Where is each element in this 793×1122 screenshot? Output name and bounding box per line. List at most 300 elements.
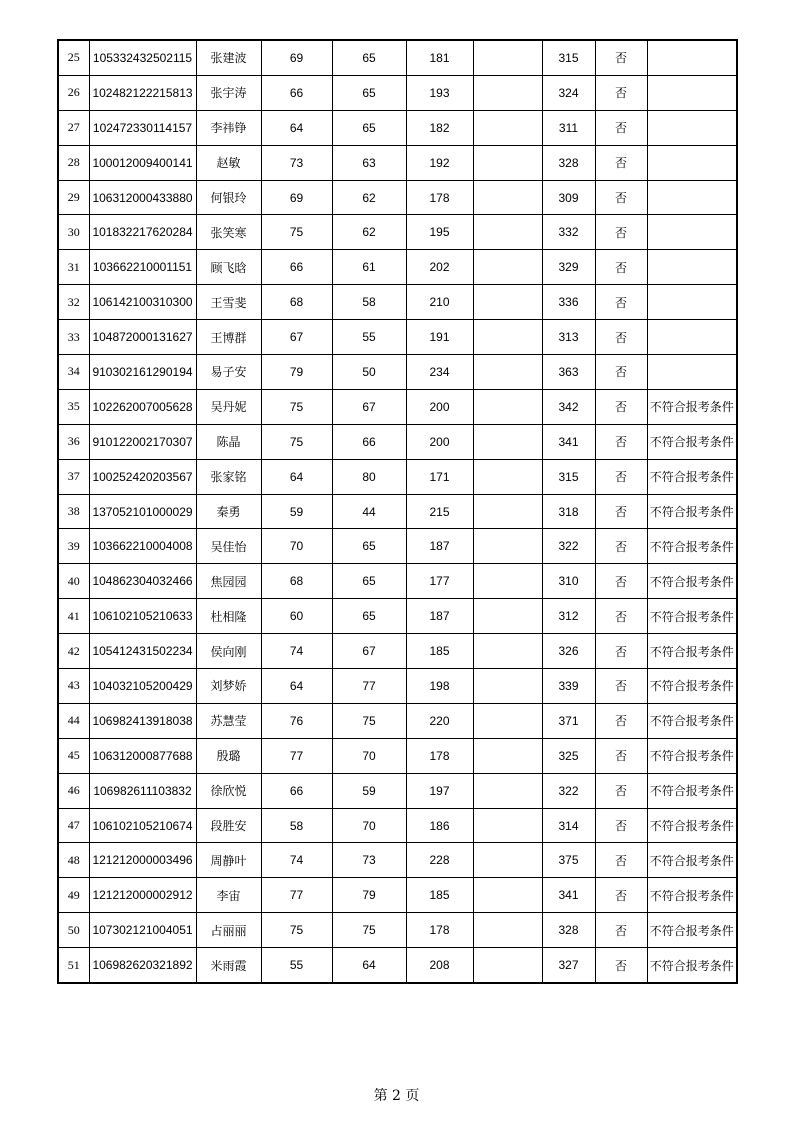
exam-id-cell: 103662210004008 [89, 529, 196, 564]
candidate-name-cell: 吴丹妮 [196, 389, 261, 424]
score-extra-cell [473, 145, 542, 180]
score-total-cell: 363 [542, 355, 595, 390]
score-extra-cell [473, 529, 542, 564]
candidate-name-cell: 张笑寒 [196, 215, 261, 250]
score-total-cell: 375 [542, 843, 595, 878]
table-row [58, 703, 737, 738]
score-total-cell: 371 [542, 703, 595, 738]
score-major-cell: 197 [406, 773, 473, 808]
candidate-name-cell: 殷璐 [196, 738, 261, 773]
candidate-name-cell: 米雨霞 [196, 948, 261, 983]
exam-id-cell: 106982413918038 [89, 703, 196, 738]
candidate-name-cell: 周静叶 [196, 843, 261, 878]
score-total-cell: 315 [542, 40, 595, 75]
score-politics-cell: 75 [261, 424, 332, 459]
row-index-cell: 38 [58, 494, 89, 529]
row-index-cell: 51 [58, 948, 89, 983]
table-row [58, 948, 737, 983]
table-row [58, 424, 737, 459]
remark-cell [647, 145, 737, 180]
score-total-cell: 309 [542, 180, 595, 215]
row-index-cell: 45 [58, 738, 89, 773]
score-politics-cell: 74 [261, 843, 332, 878]
score-major-cell: 192 [406, 145, 473, 180]
exam-id-cell: 121212000002912 [89, 878, 196, 913]
score-language-cell: 65 [332, 110, 406, 145]
row-index-cell: 49 [58, 878, 89, 913]
score-total-cell: 318 [542, 494, 595, 529]
exam-id-cell: 106142100310300 [89, 285, 196, 320]
exam-id-cell: 101832217620284 [89, 215, 196, 250]
score-extra-cell [473, 424, 542, 459]
score-politics-cell: 75 [261, 215, 332, 250]
remark-cell: 不符合报考条件 [647, 564, 737, 599]
candidate-name-cell: 张家铭 [196, 459, 261, 494]
score-language-cell: 65 [332, 529, 406, 564]
score-extra-cell [473, 494, 542, 529]
table-row [58, 634, 737, 669]
score-extra-cell [473, 389, 542, 424]
page-number: 第 2 页 [373, 1088, 420, 1104]
remark-cell: 不符合报考条件 [647, 494, 737, 529]
score-major-cell: 177 [406, 564, 473, 599]
exam-id-cell: 910122002170307 [89, 424, 196, 459]
score-major-cell: 187 [406, 599, 473, 634]
score-language-cell: 58 [332, 285, 406, 320]
score-language-cell: 61 [332, 250, 406, 285]
score-total-cell: 322 [542, 529, 595, 564]
score-total-cell: 326 [542, 634, 595, 669]
exam-id-cell: 106982611103832 [89, 773, 196, 808]
remark-cell: 不符合报考条件 [647, 878, 737, 913]
row-index-cell: 33 [58, 320, 89, 355]
table-row [58, 355, 737, 390]
exam-id-cell: 106982620321892 [89, 948, 196, 983]
candidate-name-cell: 杜相隆 [196, 599, 261, 634]
score-politics-cell: 79 [261, 355, 332, 390]
admitted-flag-cell: 否 [595, 703, 647, 738]
score-major-cell: 215 [406, 494, 473, 529]
admitted-flag-cell: 否 [595, 459, 647, 494]
admitted-flag-cell: 否 [595, 738, 647, 773]
row-index-cell: 30 [58, 215, 89, 250]
score-major-cell: 228 [406, 843, 473, 878]
candidate-name-cell: 李宙 [196, 878, 261, 913]
score-language-cell: 80 [332, 459, 406, 494]
score-major-cell: 220 [406, 703, 473, 738]
row-index-cell: 39 [58, 529, 89, 564]
table-row [58, 773, 737, 808]
score-total-cell: 339 [542, 669, 595, 704]
score-language-cell: 65 [332, 564, 406, 599]
candidate-name-cell: 顾飞晗 [196, 250, 261, 285]
admitted-flag-cell: 否 [595, 529, 647, 564]
score-language-cell: 55 [332, 320, 406, 355]
score-extra-cell [473, 250, 542, 285]
candidate-name-cell: 何银玲 [196, 180, 261, 215]
score-major-cell: 198 [406, 669, 473, 704]
score-politics-cell: 73 [261, 145, 332, 180]
exam-id-cell: 107302121004051 [89, 913, 196, 948]
score-politics-cell: 77 [261, 878, 332, 913]
score-extra-cell [473, 599, 542, 634]
score-total-cell: 328 [542, 145, 595, 180]
admitted-flag-cell: 否 [595, 948, 647, 983]
candidate-name-cell: 段胜安 [196, 808, 261, 843]
score-table [57, 39, 738, 984]
score-major-cell: 182 [406, 110, 473, 145]
score-extra-cell [473, 564, 542, 599]
score-major-cell: 193 [406, 75, 473, 110]
candidate-name-cell: 徐欣悦 [196, 773, 261, 808]
score-major-cell: 181 [406, 40, 473, 75]
row-index-cell: 47 [58, 808, 89, 843]
score-politics-cell: 59 [261, 494, 332, 529]
score-extra-cell [473, 459, 542, 494]
remark-cell [647, 355, 737, 390]
score-total-cell: 342 [542, 389, 595, 424]
score-politics-cell: 66 [261, 250, 332, 285]
exam-id-cell: 104862304032466 [89, 564, 196, 599]
score-politics-cell: 74 [261, 634, 332, 669]
score-language-cell: 59 [332, 773, 406, 808]
admitted-flag-cell: 否 [595, 180, 647, 215]
score-major-cell: 200 [406, 389, 473, 424]
score-major-cell: 178 [406, 180, 473, 215]
score-extra-cell [473, 843, 542, 878]
candidate-name-cell: 张宇涛 [196, 75, 261, 110]
admitted-flag-cell: 否 [595, 110, 647, 145]
candidate-name-cell: 李祎铮 [196, 110, 261, 145]
remark-cell: 不符合报考条件 [647, 424, 737, 459]
table-row [58, 599, 737, 634]
score-total-cell: 312 [542, 599, 595, 634]
table-row [58, 389, 737, 424]
admitted-flag-cell: 否 [595, 878, 647, 913]
score-politics-cell: 66 [261, 75, 332, 110]
score-major-cell: 191 [406, 320, 473, 355]
score-politics-cell: 70 [261, 529, 332, 564]
score-major-cell: 185 [406, 878, 473, 913]
remark-cell [647, 285, 737, 320]
score-total-cell: 311 [542, 110, 595, 145]
row-index-cell: 25 [58, 40, 89, 75]
admitted-flag-cell: 否 [595, 145, 647, 180]
candidate-name-cell: 陈晶 [196, 424, 261, 459]
row-index-cell: 26 [58, 75, 89, 110]
score-language-cell: 62 [332, 180, 406, 215]
candidate-name-cell: 刘梦娇 [196, 669, 261, 704]
score-major-cell: 200 [406, 424, 473, 459]
table-row [58, 145, 737, 180]
remark-cell [647, 215, 737, 250]
exam-id-cell: 102482122215813 [89, 75, 196, 110]
table-body [58, 40, 737, 983]
score-total-cell: 325 [542, 738, 595, 773]
score-extra-cell [473, 878, 542, 913]
score-language-cell: 44 [332, 494, 406, 529]
candidate-name-cell: 焦园园 [196, 564, 261, 599]
row-index-cell: 48 [58, 843, 89, 878]
table-row [58, 110, 737, 145]
score-major-cell: 202 [406, 250, 473, 285]
score-politics-cell: 55 [261, 948, 332, 983]
score-extra-cell [473, 808, 542, 843]
score-extra-cell [473, 948, 542, 983]
row-index-cell: 29 [58, 180, 89, 215]
score-total-cell: 328 [542, 913, 595, 948]
remark-cell: 不符合报考条件 [647, 843, 737, 878]
exam-id-cell: 121212000003496 [89, 843, 196, 878]
table-row [58, 75, 737, 110]
score-language-cell: 73 [332, 843, 406, 878]
score-extra-cell [473, 285, 542, 320]
row-index-cell: 40 [58, 564, 89, 599]
row-index-cell: 28 [58, 145, 89, 180]
score-language-cell: 65 [332, 75, 406, 110]
score-total-cell: 313 [542, 320, 595, 355]
admitted-flag-cell: 否 [595, 843, 647, 878]
table-row [58, 529, 737, 564]
score-extra-cell [473, 355, 542, 390]
score-major-cell: 210 [406, 285, 473, 320]
candidate-name-cell: 易子安 [196, 355, 261, 390]
score-total-cell: 341 [542, 424, 595, 459]
score-language-cell: 65 [332, 40, 406, 75]
remark-cell: 不符合报考条件 [647, 773, 737, 808]
admitted-flag-cell: 否 [595, 285, 647, 320]
score-politics-cell: 66 [261, 773, 332, 808]
table-row [58, 285, 737, 320]
candidate-name-cell: 占丽丽 [196, 913, 261, 948]
score-politics-cell: 75 [261, 389, 332, 424]
score-language-cell: 64 [332, 948, 406, 983]
row-index-cell: 42 [58, 634, 89, 669]
remark-cell [647, 180, 737, 215]
row-index-cell: 34 [58, 355, 89, 390]
candidate-name-cell: 赵敏 [196, 145, 261, 180]
admitted-flag-cell: 否 [595, 424, 647, 459]
score-total-cell: 341 [542, 878, 595, 913]
exam-id-cell: 102262007005628 [89, 389, 196, 424]
score-language-cell: 50 [332, 355, 406, 390]
row-index-cell: 50 [58, 913, 89, 948]
table-row [58, 250, 737, 285]
score-language-cell: 66 [332, 424, 406, 459]
row-index-cell: 36 [58, 424, 89, 459]
remark-cell: 不符合报考条件 [647, 529, 737, 564]
score-total-cell: 324 [542, 75, 595, 110]
score-major-cell: 178 [406, 738, 473, 773]
table-row [58, 564, 737, 599]
remark-cell: 不符合报考条件 [647, 389, 737, 424]
score-politics-cell: 64 [261, 669, 332, 704]
score-extra-cell [473, 75, 542, 110]
score-politics-cell: 76 [261, 703, 332, 738]
admitted-flag-cell: 否 [595, 808, 647, 843]
score-extra-cell [473, 180, 542, 215]
exam-id-cell: 106102105210674 [89, 808, 196, 843]
candidate-name-cell: 吴佳怡 [196, 529, 261, 564]
score-politics-cell: 58 [261, 808, 332, 843]
table-row [58, 738, 737, 773]
score-extra-cell [473, 40, 542, 75]
score-major-cell: 234 [406, 355, 473, 390]
remark-cell: 不符合报考条件 [647, 669, 737, 704]
row-index-cell: 43 [58, 669, 89, 704]
admitted-flag-cell: 否 [595, 250, 647, 285]
remark-cell: 不符合报考条件 [647, 913, 737, 948]
table-row [58, 878, 737, 913]
score-extra-cell [473, 110, 542, 145]
row-index-cell: 27 [58, 110, 89, 145]
candidate-name-cell: 侯向刚 [196, 634, 261, 669]
table-row [58, 494, 737, 529]
table-row [58, 808, 737, 843]
admitted-flag-cell: 否 [595, 40, 647, 75]
admitted-flag-cell: 否 [595, 389, 647, 424]
score-total-cell: 314 [542, 808, 595, 843]
remark-cell: 不符合报考条件 [647, 703, 737, 738]
score-politics-cell: 60 [261, 599, 332, 634]
row-index-cell: 31 [58, 250, 89, 285]
score-extra-cell [473, 669, 542, 704]
exam-id-cell: 102472330114157 [89, 110, 196, 145]
table-row [58, 843, 737, 878]
row-index-cell: 35 [58, 389, 89, 424]
exam-id-cell: 104872000131627 [89, 320, 196, 355]
score-major-cell: 208 [406, 948, 473, 983]
candidate-name-cell: 王雪斐 [196, 285, 261, 320]
score-language-cell: 67 [332, 389, 406, 424]
admitted-flag-cell: 否 [595, 355, 647, 390]
score-total-cell: 315 [542, 459, 595, 494]
score-politics-cell: 68 [261, 285, 332, 320]
table-row [58, 669, 737, 704]
admitted-flag-cell: 否 [595, 773, 647, 808]
score-politics-cell: 68 [261, 564, 332, 599]
score-major-cell: 178 [406, 913, 473, 948]
row-index-cell: 32 [58, 285, 89, 320]
remark-cell [647, 75, 737, 110]
exam-id-cell: 100012009400141 [89, 145, 196, 180]
score-politics-cell: 67 [261, 320, 332, 355]
remark-cell [647, 250, 737, 285]
score-total-cell: 329 [542, 250, 595, 285]
remark-cell: 不符合报考条件 [647, 599, 737, 634]
exam-id-cell: 105412431502234 [89, 634, 196, 669]
score-language-cell: 75 [332, 913, 406, 948]
score-major-cell: 185 [406, 634, 473, 669]
score-language-cell: 79 [332, 878, 406, 913]
score-language-cell: 65 [332, 599, 406, 634]
score-extra-cell [473, 738, 542, 773]
row-index-cell: 44 [58, 703, 89, 738]
score-extra-cell [473, 215, 542, 250]
admitted-flag-cell: 否 [595, 320, 647, 355]
score-extra-cell [473, 773, 542, 808]
row-index-cell: 46 [58, 773, 89, 808]
score-major-cell: 195 [406, 215, 473, 250]
remark-cell [647, 320, 737, 355]
score-total-cell: 310 [542, 564, 595, 599]
score-major-cell: 186 [406, 808, 473, 843]
score-total-cell: 327 [542, 948, 595, 983]
remark-cell: 不符合报考条件 [647, 459, 737, 494]
table-row [58, 180, 737, 215]
score-politics-cell: 77 [261, 738, 332, 773]
score-extra-cell [473, 913, 542, 948]
score-language-cell: 70 [332, 738, 406, 773]
score-extra-cell [473, 320, 542, 355]
score-extra-cell [473, 634, 542, 669]
candidate-name-cell: 苏慧莹 [196, 703, 261, 738]
admitted-flag-cell: 否 [595, 564, 647, 599]
exam-id-cell: 105332432502115 [89, 40, 196, 75]
row-index-cell: 37 [58, 459, 89, 494]
remark-cell: 不符合报考条件 [647, 634, 737, 669]
admitted-flag-cell: 否 [595, 75, 647, 110]
remark-cell: 不符合报考条件 [647, 738, 737, 773]
score-politics-cell: 64 [261, 110, 332, 145]
table-row [58, 40, 737, 75]
score-language-cell: 70 [332, 808, 406, 843]
remark-cell [647, 40, 737, 75]
row-index-cell: 41 [58, 599, 89, 634]
score-language-cell: 67 [332, 634, 406, 669]
score-politics-cell: 69 [261, 40, 332, 75]
table-row [58, 215, 737, 250]
exam-id-cell: 100252420203567 [89, 459, 196, 494]
admitted-flag-cell: 否 [595, 215, 647, 250]
remark-cell: 不符合报考条件 [647, 948, 737, 983]
score-politics-cell: 69 [261, 180, 332, 215]
admitted-flag-cell: 否 [595, 599, 647, 634]
table-row [58, 913, 737, 948]
table-row [58, 320, 737, 355]
score-total-cell: 332 [542, 215, 595, 250]
score-politics-cell: 64 [261, 459, 332, 494]
exam-id-cell: 137052101000029 [89, 494, 196, 529]
score-language-cell: 62 [332, 215, 406, 250]
candidate-name-cell: 张建波 [196, 40, 261, 75]
remark-cell: 不符合报考条件 [647, 808, 737, 843]
exam-id-cell: 106312000433880 [89, 180, 196, 215]
score-language-cell: 75 [332, 703, 406, 738]
score-total-cell: 336 [542, 285, 595, 320]
admitted-flag-cell: 否 [595, 634, 647, 669]
score-major-cell: 187 [406, 529, 473, 564]
score-language-cell: 77 [332, 669, 406, 704]
score-major-cell: 171 [406, 459, 473, 494]
remark-cell [647, 110, 737, 145]
exam-id-cell: 106312000877688 [89, 738, 196, 773]
candidate-name-cell: 王博群 [196, 320, 261, 355]
admitted-flag-cell: 否 [595, 494, 647, 529]
admitted-flag-cell: 否 [595, 913, 647, 948]
table-row [58, 459, 737, 494]
admitted-flag-cell: 否 [595, 669, 647, 704]
candidate-name-cell: 秦勇 [196, 494, 261, 529]
score-language-cell: 63 [332, 145, 406, 180]
exam-id-cell: 103662210001151 [89, 250, 196, 285]
exam-id-cell: 106102105210633 [89, 599, 196, 634]
exam-id-cell: 910302161290194 [89, 355, 196, 390]
score-total-cell: 322 [542, 773, 595, 808]
exam-id-cell: 104032105200429 [89, 669, 196, 704]
score-extra-cell [473, 703, 542, 738]
score-politics-cell: 75 [261, 913, 332, 948]
